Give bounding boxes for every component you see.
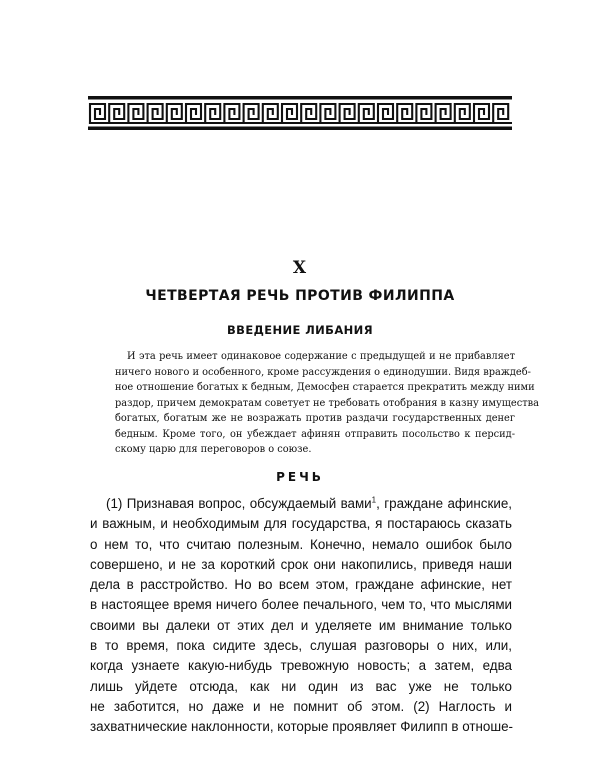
meander-unit — [244, 104, 259, 123]
intro-line: скому царю для переговоров о союзе. — [115, 444, 312, 455]
body-line — [90, 494, 512, 514]
meander-unit — [282, 104, 297, 123]
greek-key-ornament — [88, 96, 512, 130]
meander-unit — [359, 104, 374, 123]
body-line: захватнические наклонности, которые проявляет Филипп в отноше- — [90, 719, 514, 735]
ornament-bottom-rule — [88, 127, 512, 131]
meander-pattern — [90, 104, 512, 123]
meander-unit — [128, 104, 143, 123]
body-line: когда узнаете какую-нибудь тревожную новость; а затем, едва — [90, 658, 512, 674]
meander-ornament-svg — [88, 96, 512, 130]
libanius-introduction — [115, 349, 539, 458]
intro-line: бедным. Кроме того, он убеждает афинян отправить посольство к персид- — [115, 428, 515, 440]
body-line: и важным, и необходимым для государства, я постараюсь сказать — [90, 516, 512, 532]
meander-unit — [340, 104, 355, 123]
chapter-number: X — [292, 258, 308, 278]
footnote-marker[interactable]: 1 — [371, 495, 377, 505]
meander-unit — [109, 104, 124, 123]
meander-unit — [148, 104, 163, 123]
introduction-heading: ВВЕДЕНИЕ ЛИБАНИЯ — [227, 323, 373, 337]
intro-line: ничего нового и особенного, кроме рассуждения о единодушии. Видя враждеб- — [115, 366, 531, 378]
body-line-start: (1) Признавая вопрос, обсуждаемый вами — [106, 496, 372, 511]
body-line: совершено, и не за короткий срок они накопились, приведя наши — [90, 556, 512, 572]
meander-unit — [301, 104, 316, 123]
meander-unit — [397, 104, 412, 123]
body-line: о нем то, что считаю полезным. Конечно, немало ошибок было — [90, 536, 512, 552]
body-line: своими вы далеки от этих дел и уделяете им внимание только — [90, 617, 512, 633]
meander-unit — [224, 104, 239, 123]
meander-unit — [416, 104, 431, 123]
meander-unit — [320, 104, 335, 123]
meander-unit — [167, 104, 182, 123]
meander-unit — [493, 104, 508, 123]
body-line: в то время, пока сидите здесь, слушая разговоры о них, или, — [90, 638, 512, 654]
body-line: дела в расстройство. Но во всем этом, граждане афинские, нет — [90, 577, 512, 593]
intro-line: раздор, причем демократам советует не требовать отобрания в казну имущества — [115, 397, 539, 409]
intro-line: И эта речь имеет одинаковое содержание с предыдущей и не прибавляет — [127, 351, 515, 362]
ornament-top-rule — [88, 96, 512, 100]
intro-line: богатых, богатым же не возражать против раздачи государственных денег — [115, 413, 515, 424]
intro-line: ное отношение богатых к бедным, Демосфен старается прекратить между ними — [115, 382, 535, 393]
speech-section-heading: РЕЧЬ — [276, 470, 324, 484]
meander-unit — [455, 104, 470, 123]
meander-unit — [205, 104, 220, 123]
meander-unit — [378, 104, 393, 123]
body-line-end: , граждане афинские, — [376, 496, 512, 511]
speech-body — [90, 494, 512, 738]
meander-unit — [436, 104, 451, 123]
body-line: в настоящее время ничего более печального, чем то, что мыслями — [90, 597, 512, 613]
meander-unit — [186, 104, 201, 123]
meander-unit — [90, 104, 105, 123]
body-line: лишь уйдете отсюда, как ни один из вас уже не только — [90, 678, 512, 694]
meander-unit — [263, 104, 278, 123]
meander-unit — [474, 104, 489, 123]
speech-title: ЧЕТВЕРТАЯ РЕЧЬ ПРОТИВ ФИЛИППА — [145, 288, 455, 304]
body-line: не заботится, но даже и не помнит об этом. (2) Наглость и — [90, 698, 512, 714]
